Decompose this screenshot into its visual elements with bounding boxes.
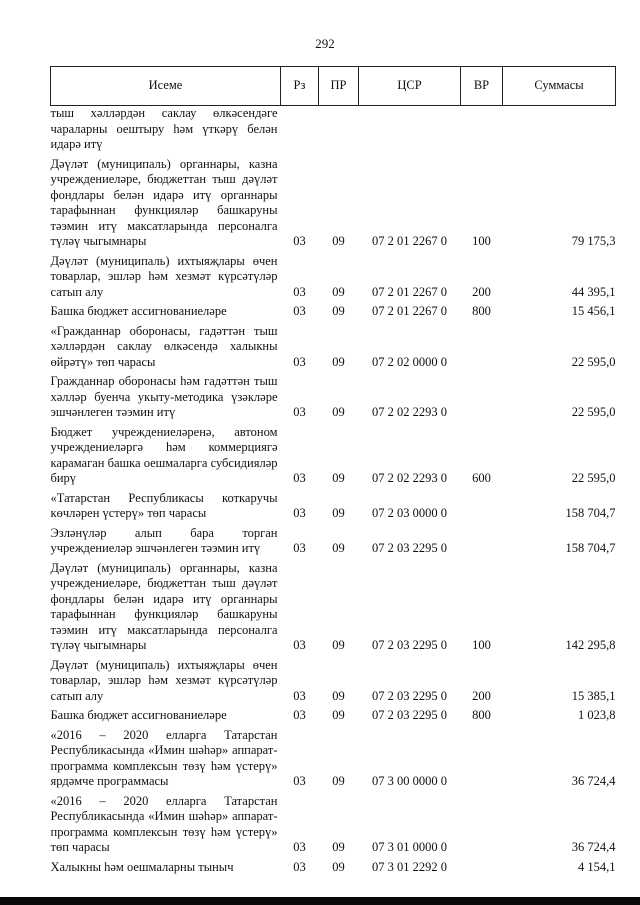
cell-csr: 07 2 01 2267 0	[372, 234, 447, 248]
cell-csr: 07 2 03 2295 0	[372, 688, 447, 703]
cell-sum	[503, 106, 616, 154]
cell-vr: 600	[472, 471, 491, 485]
cell-vr: 800	[472, 708, 491, 722]
cell-sum: 36 724,4	[571, 840, 616, 854]
cell-csr: 07 3 00 0000 0	[372, 774, 447, 788]
cell-sum: 1 023,8	[578, 708, 616, 722]
cell-name: Дәүләт (муниципаль) органнары, казна учреждениеләре, бюджеттан тыш дәүләт фондлары белән идарә итү органнары тарафыннан функцияләр башкаруны тәэмин итү максатларында персоналга түләү чыгымнары	[50, 560, 278, 652]
cell-vr	[461, 106, 503, 154]
cell-pr: 09	[332, 405, 345, 419]
cell-pr: 09	[332, 471, 345, 485]
cell-name: Бюджет учреждениеләренә, автоном учреждениеләргә һәм коммерциягә карамаган башка оешмаларга субсидияләр бирү	[50, 424, 278, 485]
table-row	[51, 705, 616, 725]
page-number: 292	[315, 36, 335, 51]
cell-rz: 03	[293, 234, 306, 248]
header-pr: ПР	[319, 67, 359, 106]
header-sum: Суммасы	[503, 67, 616, 106]
cell-name: «2016 – 2020 елларга Татарстан Республикасында «Имин шәһәр» аппарат-программа комплексын төзү һәм үстерү» төп чарасы	[50, 793, 278, 854]
cell-csr: 07 2 03 2295 0	[372, 708, 447, 722]
cell-rz: 03	[293, 638, 306, 652]
table-row	[51, 154, 616, 251]
cell-sum: 142 295,8	[565, 638, 616, 652]
cell-vr: 100	[472, 234, 491, 248]
cell-name: Халыкны һәм оешмаларны тыныч	[50, 859, 234, 874]
cell-vr	[461, 523, 503, 558]
cell-sum: 22 595,0	[571, 354, 616, 369]
cell-pr: 09	[332, 774, 345, 788]
cell-pr: 09	[332, 304, 345, 318]
table-row	[51, 251, 616, 302]
table-row	[51, 725, 616, 791]
cell-pr: 09	[332, 638, 345, 652]
cell-name: Эзләнүләр алып бара торган учреждениеләр эшчәнлеген тәэмин итү	[50, 525, 278, 555]
header-name: Исеме	[51, 67, 281, 106]
cell-csr: 07 2 03 2295 0	[372, 638, 447, 652]
cell-sum: 15 385,1	[571, 688, 616, 703]
cell-rz: 03	[293, 708, 306, 722]
cell-name: Гражданнар оборонасы һәм гадәттән тыш хәлләр буенча укыту-методика үзәкләре эшчәнлеген тәэмин итү	[50, 374, 278, 419]
cell-sum: 44 395,1	[571, 284, 616, 299]
cell-rz	[281, 106, 319, 154]
cell-name: «Татарстан Республикасы коткаручы көчләрен үстерү» төп чарасы	[50, 490, 278, 520]
cell-rz: 03	[293, 284, 306, 299]
table-row	[51, 321, 616, 372]
cell-vr: 800	[472, 304, 491, 318]
table-header-row	[51, 67, 616, 106]
cell-rz: 03	[293, 541, 306, 555]
cell-csr: 07 2 02 2293 0	[372, 471, 447, 485]
table-row	[51, 301, 616, 321]
cell-csr: 07 3 01 2292 0	[372, 859, 447, 874]
cell-name: Дәүләт (муниципаль) органнары, казна учреждениеләре, бюджеттан тыш дәүләт фондлары белән идарә итү органнары тарафыннан функцияләр башкаруны тәэмин итү максатларында персоналга түләү чыгымнары	[50, 156, 278, 248]
table-row	[51, 106, 616, 154]
cell-sum: 158 704,7	[565, 506, 616, 520]
table-row	[51, 791, 616, 857]
cell-rz: 03	[293, 506, 306, 520]
cell-rz: 03	[293, 859, 306, 874]
cell-pr: 09	[332, 506, 345, 520]
cell-pr: 09	[332, 708, 345, 722]
header-rz: Рз	[281, 67, 319, 106]
cell-vr	[461, 371, 503, 422]
table-row	[51, 857, 616, 877]
cell-name: Дәүләт (муниципаль) ихтыяҗлары өчен товарлар, эшләр һәм хезмәт күрсәтүләр сатып алу	[50, 657, 278, 703]
cell-vr: 200	[472, 688, 491, 703]
cell-sum: 36 724,4	[571, 774, 616, 788]
cell-vr: 100	[472, 638, 491, 652]
table-row	[51, 488, 616, 523]
cell-vr	[461, 725, 503, 791]
cell-pr	[319, 106, 359, 154]
cell-csr: 07 2 02 0000 0	[372, 354, 447, 369]
scan-edge	[0, 897, 640, 905]
cell-name: Башка бюджет ассигнованиеләре	[50, 304, 227, 318]
cell-rz: 03	[293, 840, 306, 854]
cell-sum: 22 595,0	[571, 471, 616, 485]
cell-pr: 09	[332, 354, 345, 369]
header-csr: ЦСР	[359, 67, 461, 106]
cell-sum: 22 595,0	[571, 405, 616, 419]
budget-table	[50, 66, 616, 876]
cell-name: Дәүләт (муниципаль) ихтыяҗлары өчен товарлар, эшләр һәм хезмәт күрсәтүләр сатып алу	[50, 253, 278, 299]
cell-rz: 03	[293, 405, 306, 419]
cell-csr: 07 2 01 2267 0	[372, 304, 447, 318]
cell-csr	[359, 106, 461, 154]
cell-pr: 09	[332, 234, 345, 248]
cell-pr: 09	[332, 541, 345, 555]
cell-vr: 200	[472, 284, 491, 299]
table-row	[51, 422, 616, 488]
cell-vr	[461, 791, 503, 857]
table-row	[51, 655, 616, 706]
cell-sum: 79 175,3	[571, 234, 616, 248]
cell-rz: 03	[293, 688, 306, 703]
cell-pr: 09	[332, 284, 345, 299]
table-row	[51, 558, 616, 655]
cell-name: «Гражданнар оборонасы, гадәттән тыш хәлләрдән саклау өлкәсендә халыкны өйрәтү» төп чарасы	[50, 323, 278, 369]
table-row	[51, 523, 616, 558]
table-body	[51, 106, 616, 877]
cell-csr: 07 2 01 2267 0	[372, 284, 447, 299]
cell-csr: 07 2 03 0000 0	[372, 506, 447, 520]
cell-csr: 07 3 01 0000 0	[372, 840, 447, 854]
cell-csr: 07 2 03 2295 0	[372, 541, 447, 555]
cell-rz: 03	[293, 774, 306, 788]
cell-sum: 158 704,7	[565, 541, 616, 555]
cell-name: Башка бюджет ассигнованиеләре	[50, 708, 227, 722]
table-row	[51, 371, 616, 422]
cell-vr	[461, 321, 503, 372]
cell-sum: 15 456,1	[571, 304, 616, 318]
header-vr: ВР	[461, 67, 503, 106]
cell-pr: 09	[332, 688, 345, 703]
cell-name: «2016 – 2020 елларга Татарстан Республикасында «Имин шәһәр» аппарат-программа комплексын төзү һәм үстерү» ярдәмче программасы	[50, 727, 278, 788]
cell-sum: 4 154,1	[578, 859, 616, 874]
cell-rz: 03	[293, 354, 306, 369]
cell-vr	[461, 857, 503, 877]
cell-name: тыш хәлләрдән саклау өлкәсендәге чараларны оештыру һәм үткәрү белән идарә итү	[50, 106, 278, 151]
cell-rz: 03	[293, 304, 306, 318]
cell-pr: 09	[332, 840, 345, 854]
cell-rz: 03	[293, 471, 306, 485]
cell-csr: 07 2 02 2293 0	[372, 405, 447, 419]
cell-pr: 09	[332, 859, 345, 874]
cell-vr	[461, 488, 503, 523]
